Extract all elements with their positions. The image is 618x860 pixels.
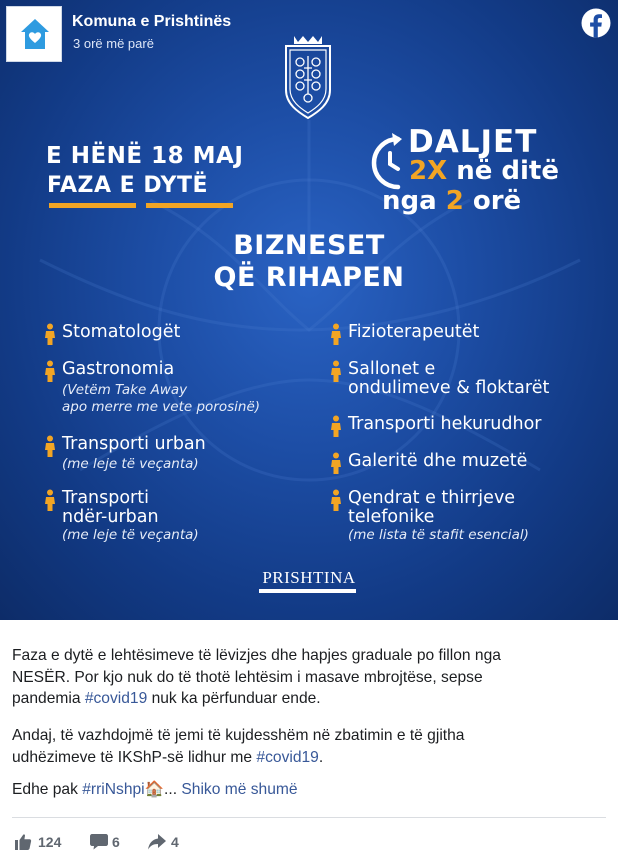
headline-line-2: QË RIHAPEN bbox=[213, 262, 405, 293]
post-text-span: pandemia bbox=[12, 690, 85, 707]
comment-icon bbox=[90, 833, 108, 850]
business-title: Stomatologët bbox=[62, 322, 181, 342]
house-emoji-icon: 🏠 bbox=[144, 781, 165, 798]
logo-underline bbox=[259, 589, 356, 593]
post-paragraph-2 bbox=[12, 725, 608, 768]
business-note: (me leje të veçanta) bbox=[62, 527, 199, 543]
outings-duration-unit: orë bbox=[463, 186, 522, 216]
person-icon bbox=[44, 435, 56, 457]
person-icon bbox=[330, 452, 342, 474]
hashtag-link[interactable]: #covid19 bbox=[84, 690, 148, 707]
outings-frequency-text: në ditë bbox=[447, 156, 559, 186]
thumbs-up-icon bbox=[14, 833, 32, 850]
outings-count: 2X bbox=[409, 156, 448, 186]
comment-count: 6 bbox=[112, 834, 120, 850]
graphic-date: E HËNË 18 MAJ bbox=[46, 143, 244, 169]
post-text-line bbox=[12, 688, 608, 710]
graphic-phase: FAZA E DYTË bbox=[47, 173, 208, 198]
person-icon bbox=[330, 323, 342, 345]
outings-hours: 2 bbox=[445, 186, 464, 216]
business-note: apo merre me vete porosinë) bbox=[62, 399, 261, 415]
business-title: Qendrat e thirrjeve bbox=[348, 488, 516, 508]
divider bbox=[12, 817, 606, 818]
person-icon bbox=[44, 360, 56, 382]
phase-underline-left bbox=[49, 203, 136, 208]
post-text-span: udhëzimeve të IKShP-së lidhur me bbox=[12, 748, 257, 766]
post-timestamp[interactable]: 3 orë më parë bbox=[73, 36, 154, 51]
business-title-cont: ndër-urban bbox=[62, 507, 159, 527]
page-avatar[interactable] bbox=[6, 6, 62, 62]
comment-count-button[interactable] bbox=[90, 832, 130, 852]
post-text-span: . bbox=[318, 748, 324, 766]
business-title-cont: telefonike bbox=[348, 507, 435, 527]
post-paragraph-3 bbox=[12, 779, 608, 801]
facebook-icon[interactable] bbox=[581, 8, 611, 38]
business-title-cont: ondulimeve & floktarët bbox=[348, 378, 550, 398]
share-count-button[interactable] bbox=[148, 832, 188, 852]
business-title: Transporti bbox=[62, 488, 149, 508]
share-arrow-icon bbox=[148, 833, 166, 850]
business-title: Galeritë dhe muzetë bbox=[348, 451, 528, 471]
house-heart-icon bbox=[19, 17, 51, 51]
person-icon bbox=[330, 360, 342, 382]
outings-duration bbox=[382, 186, 521, 216]
post-paragraph-1 bbox=[12, 645, 608, 710]
share-count: 4 bbox=[171, 834, 179, 850]
outings-duration-prefix: nga bbox=[382, 186, 446, 216]
post-text-line: Andaj, të vazhdojmë të jemi të kujdesshëm në zbatimin e të gjitha bbox=[12, 727, 465, 744]
like-count: 124 bbox=[38, 834, 62, 850]
phase-underline-right bbox=[146, 203, 233, 208]
business-title: Gastronomia bbox=[62, 359, 175, 379]
person-icon bbox=[44, 323, 56, 345]
business-note: (me leje të veçanta) bbox=[62, 456, 199, 472]
post-text-line bbox=[12, 747, 608, 769]
hashtag-link[interactable]: #covid19 bbox=[256, 748, 319, 766]
post-text-span: nuk ka përfunduar ende. bbox=[147, 690, 321, 707]
like-count-button[interactable] bbox=[14, 832, 74, 852]
post-text-line: Faza e dytë e lehtësimeve të lëvizjes dhe hapjes graduale po fillon nga bbox=[12, 647, 501, 664]
headline-line-1: BIZNESET bbox=[233, 230, 385, 261]
person-icon bbox=[44, 489, 56, 511]
ellipsis: ... bbox=[164, 781, 182, 798]
business-title: Fizioterapeutët bbox=[348, 322, 480, 342]
see-more-link[interactable]: Shiko më shumë bbox=[181, 781, 298, 798]
business-note: (Vetëm Take Away bbox=[62, 382, 188, 398]
outings-title: DALJET bbox=[408, 124, 538, 160]
person-icon bbox=[330, 489, 342, 511]
outings-frequency bbox=[409, 156, 559, 186]
person-icon bbox=[330, 415, 342, 437]
prishtina-logo: PRISHTINA bbox=[262, 568, 356, 587]
hashtag-link[interactable]: #rriNshpi bbox=[82, 781, 145, 798]
business-title: Transporti hekurudhor bbox=[348, 414, 542, 434]
post-text-line: NESËR. Por kjo nuk do të thotë lehtësim i masave mbrojtëse, sepse bbox=[12, 668, 483, 686]
business-title: Transporti urban bbox=[62, 434, 206, 454]
prishtina-crest-icon bbox=[276, 28, 340, 120]
post-text-span: Edhe pak bbox=[12, 781, 83, 798]
page-name[interactable]: Komuna e Prishtinës bbox=[72, 13, 232, 30]
business-note: (me lista të stafit esencial) bbox=[348, 527, 529, 543]
business-title: Sallonet e bbox=[348, 359, 436, 379]
